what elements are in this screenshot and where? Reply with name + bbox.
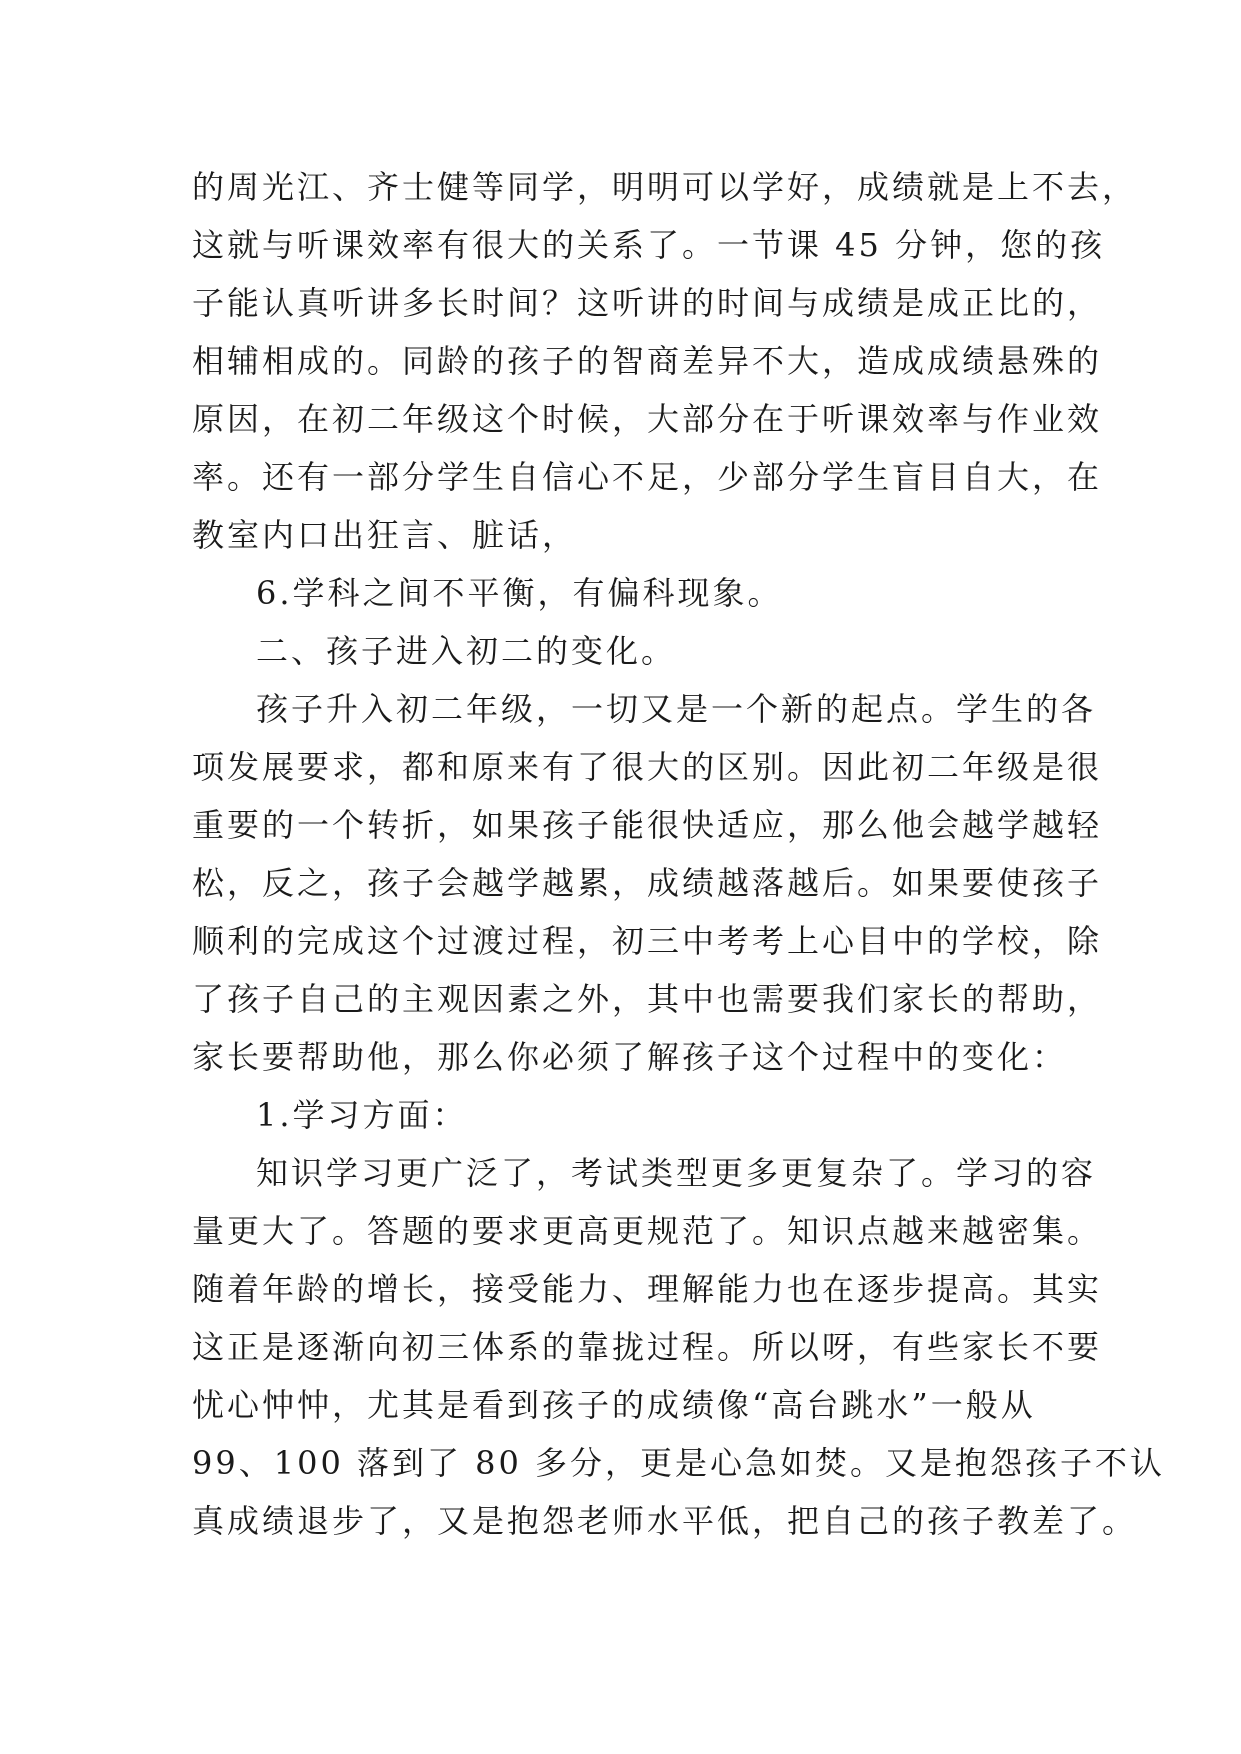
- text-line: 真成绩退步了，又是抱怨老师水平低，把自己的孩子教差了。: [192, 1502, 1138, 1540]
- section-heading: 二、孩子进入初二的变化。: [256, 632, 677, 670]
- text-line: 重要的一个转折，如果孩子能很快适应，那么他会越学越轻: [192, 806, 1103, 844]
- subsection-heading: 1.学习方面：: [256, 1096, 468, 1134]
- text-line: 99、100 落到了 80 多分，更是心急如焚。又是抱怨孩子不认: [192, 1444, 1166, 1482]
- text-line: 家长要帮助他，那么你必须了解孩子这个过程中的变化：: [192, 1038, 1068, 1076]
- paragraph-start: 孩子升入初二年级，一切又是一个新的起点。学生的各: [256, 690, 1097, 728]
- text-line: 忧心忡忡，尤其是看到孩子的成绩像“高台跳水”一般从: [192, 1386, 1036, 1424]
- text-line: 相辅相成的。同龄的孩子的智商差异不大，造成成绩悬殊的: [192, 342, 1103, 380]
- text-line: 这正是逐渐向初三体系的靠拢过程。所以呀，有些家长不要: [192, 1328, 1103, 1366]
- text-line: 松，反之，孩子会越学越累，成绩越落越后。如果要使孩子: [192, 864, 1103, 902]
- text-line: 项发展要求，都和原来有了很大的区别。因此初二年级是很: [192, 748, 1103, 786]
- text-line: 随着年龄的增长，接受能力、理解能力也在逐步提高。其实: [192, 1270, 1103, 1308]
- text-line: 子能认真听讲多长时间？这听讲的时间与成绩是成正比的，: [192, 284, 1103, 322]
- text-line: 原因，在初二年级这个时候，大部分在于听课效率与作业效: [192, 400, 1103, 438]
- text-line: 顺利的完成这个过渡过程，初三中考考上心目中的学校，除: [192, 922, 1103, 960]
- text-line: 的周光江、齐士健等同学，明明可以学好，成绩就是上不去，: [192, 168, 1138, 206]
- text-line: 率。还有一部分学生自信心不足，少部分学生盲目自大，在: [192, 458, 1103, 496]
- text-line: 量更大了。答题的要求更高更规范了。知识点越来越密集。: [192, 1212, 1103, 1250]
- list-item: 6.学科之间不平衡，有偏科现象。: [256, 574, 783, 612]
- text-line: 这就与听课效率有很大的关系了。一节课 45 分钟，您的孩: [192, 226, 1106, 264]
- paragraph-start: 知识学习更广泛了，考试类型更多更复杂了。学习的容: [256, 1154, 1097, 1192]
- text-line: 了孩子自己的主观因素之外，其中也需要我们家长的帮助，: [192, 980, 1103, 1018]
- body-text: [192, 158, 1166, 1550]
- text-line: 教室内口出狂言、脏话，: [192, 516, 578, 554]
